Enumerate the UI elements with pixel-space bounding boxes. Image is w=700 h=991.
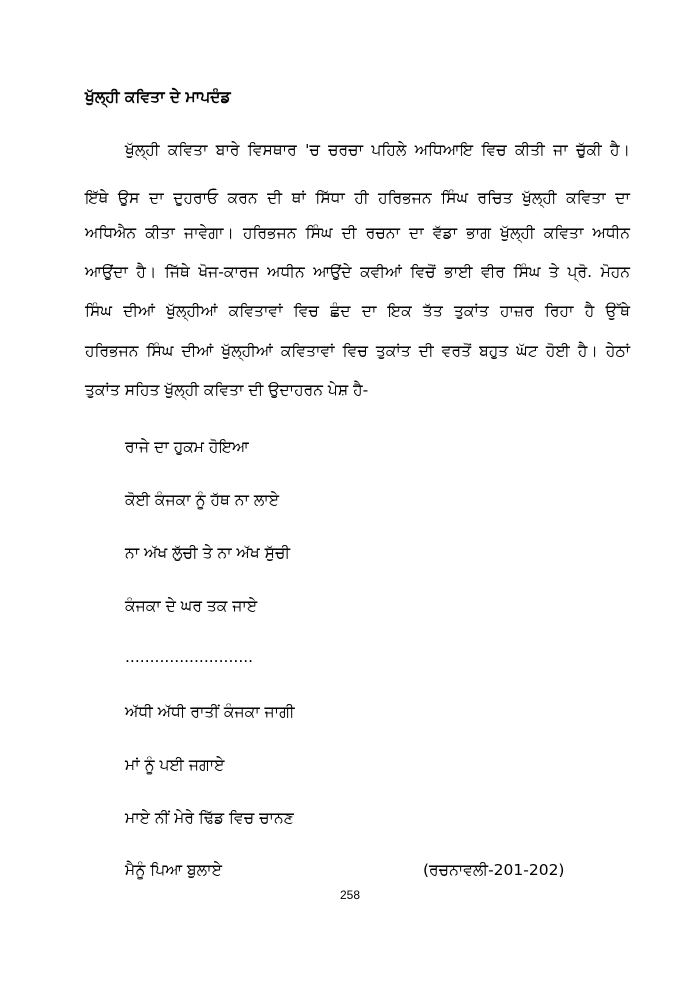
section-heading: ਖੁੱਲ੍ਹੀ ਕਵਿਤਾ ਦੇ ਮਾਪਦੰਡ [85,88,231,106]
poem-citation: (ਰਚਨਾਵਲੀ-201-202) [423,861,565,879]
poem-line: ਕੋਈ ਕੰਜਕਾ ਨੂੰ ਹੱਥ ਨਾ ਲਾਏ [125,491,280,509]
page-number: 258 [339,888,361,902]
poem-line: ਰਾਜੇ ਦਾ ਹੁਕਮ ਹੋਇਆ [125,438,249,456]
poem-line: ਮਾਂ ਨੂੰ ਪਈ ਜਗਾਏ [125,756,225,774]
poem-line: ਮਾਏ ਨੀਂ ਮੇਰੇ ਢਿੱਡ ਵਿਚ ਚਾਨਣ [125,809,294,827]
paragraph-line: ਆਉਂਦਾ ਹੈ। ਜਿੱਥੇ ਖੋਜ-ਕਾਰਜ ਅਧੀਨ ਆਉਂਦੇ ਕਵੀਆਂ ਵਿਚੋਂ ਭਾਈ ਵੀਰ ਸਿੰਘ ਤੇ ਪ੍ਰੋ. ਮੋਹਨ [85,263,630,281]
poem-line: ਅੱਧੀ ਅੱਧੀ ਰਾਤੀਂ ਕੰਜਕਾ ਜਾਗੀ [125,703,295,721]
poem-line: ਮੈਨੂੰ ਪਿਆ ਬੁਲਾਏ [125,861,222,879]
poem-line: .......................... [125,648,254,666]
paragraph-line: ਇੱਥੇ ਉਸ ਦਾ ਦੁਹਰਾਓ ਕਰਨ ਦੀ ਥਾਂ ਸਿੱਧਾ ਹੀ ਹਰਿਭਜਨ ਸਿੰਘ ਰਚਿਤ ਖੁੱਲ੍ਹੀ ਕਵਿਤਾ ਦਾ [85,189,630,207]
poem-line: ਕੰਜਕਾ ਦੇ ਘਰ ਤਕ ਜਾਏ [125,597,258,615]
paragraph-line: ਹਰਿਭਜਨ ਸਿੰਘ ਦੀਆਂ ਖੁੱਲ੍ਹੀਆਂ ਕਵਿਤਾਵਾਂ ਵਿਚ ਤੁਕਾਂਤ ਦੀ ਵਰਤੋਂ ਬਹੁਤ ਘੱਟ ਹੋਈ ਹੈ। ਹੇਠਾਂ [85,342,630,360]
paragraph-line: ਖੁੱਲ੍ਹੀ ਕਵਿਤਾ ਬਾਰੇ ਵਿਸਥਾਰ 'ਚ ਚਰਚਾ ਪਹਿਲੇ ਅਧਿਆਇ ਵਿਚ ਕੀਤੀ ਜਾ ਚੁੱਕੀ ਹੈ। [125,141,630,159]
paragraph-line: ਤੁਕਾਂਤ ਸਹਿਤ ਖੁੱਲ੍ਹੀ ਕਵਿਤਾ ਦੀ ਉਦਾਹਰਨ ਪੇਸ਼ ਹੈ- [85,381,369,399]
poem-line: ਨਾ ਅੱਖ ਲੁੱਚੀ ਤੇ ਨਾ ਅੱਖ ਸੁੱਚੀ [125,544,291,562]
paragraph-line: ਅਧਿਐਨ ਕੀਤਾ ਜਾਵੇਗਾ। ਹਰਿਭਜਨ ਸਿੰਘ ਦੀ ਰਚਨਾ ਦਾ ਵੱਡਾ ਭਾਗ ਖੁੱਲ੍ਹੀ ਕਵਿਤਾ ਅਧੀਨ [85,224,630,242]
paragraph-line: ਸਿੰਘ ਦੀਆਂ ਖੁੱਲ੍ਹੀਆਂ ਕਵਿਤਾਵਾਂ ਵਿਚ ਛੰਦ ਦਾ ਇਕ ਤੱਤ ਤੁਕਾਂਤ ਹਾਜ਼ਰ ਰਿਹਾ ਹੈ ਉੱਥੇ [85,302,630,320]
